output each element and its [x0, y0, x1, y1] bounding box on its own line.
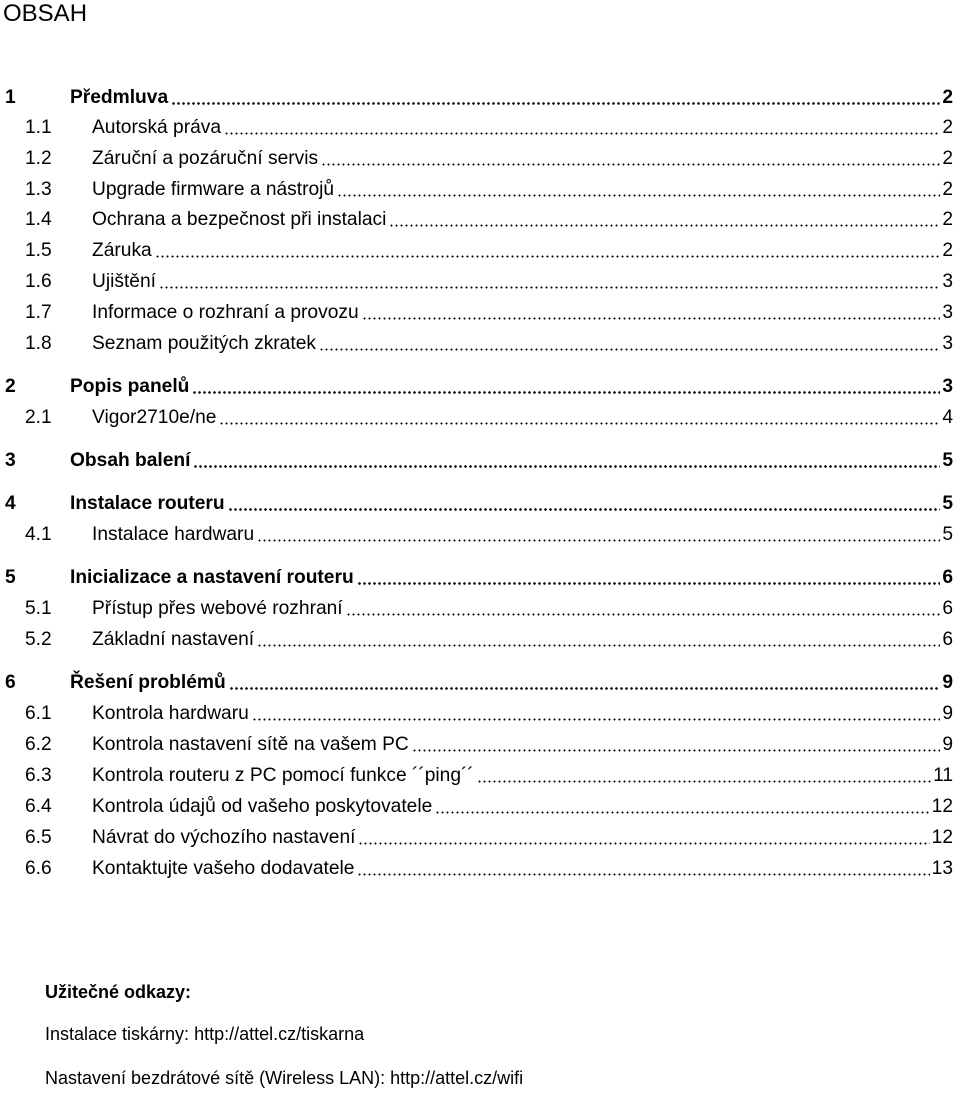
toc-entry-page: 6 — [942, 567, 953, 588]
toc-dot-leader — [319, 348, 940, 351]
toc-entry-number: 6.1 — [25, 703, 52, 724]
toc-dot-leader — [357, 582, 941, 585]
toc-entry-page: 12 — [931, 827, 953, 848]
toc-dot-leader — [257, 539, 940, 542]
toc-entry-page: 11 — [933, 765, 953, 786]
toc-entry[interactable] — [0, 144, 953, 170]
toc-entry-title: Návrat do výchozího nastavení — [92, 827, 356, 848]
toc-entry[interactable] — [0, 520, 953, 546]
toc-entry-number: 3 — [5, 450, 16, 471]
toc-entry-page: 9 — [942, 703, 953, 724]
toc-entry-page: 3 — [942, 302, 953, 323]
toc-entry[interactable] — [0, 267, 953, 293]
toc-entry-page: 3 — [942, 271, 953, 292]
toc-entry-page: 2 — [942, 148, 953, 169]
toc-entry-title: Záruční a pozáruční servis — [92, 148, 319, 169]
toc-entry[interactable] — [0, 236, 953, 262]
toc-entry-title: Kontrola routeru z PC pomocí funkce ´´ping´´ — [92, 765, 474, 786]
toc-entry-page: 5 — [942, 524, 953, 545]
toc-entry-title: Informace o rozhraní a provozu — [92, 302, 359, 323]
toc-entry-number: 1.4 — [25, 209, 52, 230]
toc-entry-title: Obsah balení — [70, 450, 191, 471]
toc-entry[interactable] — [0, 489, 953, 515]
toc-entry-number: 1.5 — [25, 240, 52, 261]
toc-dot-leader — [192, 391, 940, 394]
toc-entry[interactable] — [0, 625, 953, 651]
toc-entry-title: Instalace routeru — [70, 493, 225, 514]
toc-dot-leader — [337, 194, 940, 197]
toc-entry-page: 9 — [942, 672, 953, 693]
toc-entry-number: 5.2 — [25, 629, 52, 650]
toc-dot-leader — [193, 465, 940, 468]
link-printer-install[interactable]: Instalace tiskárny: http://attel.cz/tiskarna — [45, 1024, 365, 1044]
toc-entry-page: 4 — [942, 407, 953, 428]
toc-entry-page: 5 — [942, 450, 953, 471]
toc-dot-leader — [362, 317, 941, 320]
toc-entry[interactable] — [0, 175, 953, 201]
toc-dot-leader — [155, 255, 941, 258]
toc-entry-number: 1.1 — [25, 117, 52, 138]
toc-entry-number: 1.8 — [25, 333, 52, 354]
toc-entry-title: Autorská práva — [92, 117, 222, 138]
toc-dot-leader — [159, 286, 940, 289]
page-title: OBSAH — [3, 0, 88, 27]
toc-entry-title: Záruka — [92, 240, 152, 261]
toc-entry[interactable] — [0, 854, 953, 880]
toc-entry[interactable] — [0, 563, 953, 589]
toc-entry-number: 6.3 — [25, 765, 52, 786]
toc-entry[interactable] — [0, 594, 953, 620]
toc-entry[interactable] — [0, 446, 953, 472]
toc-entry-title: Instalace hardwaru — [92, 524, 255, 545]
toc-entry-number: 4 — [5, 493, 16, 514]
toc-entry-page: 6 — [942, 629, 953, 650]
toc-entry-number: 5.1 — [25, 598, 52, 619]
toc-dot-leader — [435, 811, 929, 814]
toc-entry[interactable] — [0, 113, 953, 139]
useful-links-heading: Užitečné odkazy: — [45, 982, 192, 1002]
toc-entry-number: 6.5 — [25, 827, 52, 848]
toc-dot-leader — [224, 132, 940, 135]
toc-entry-number: 6.2 — [25, 734, 52, 755]
toc-entry-page: 2 — [942, 240, 953, 261]
toc-entry-number: 1.6 — [25, 271, 52, 292]
toc-entry-number: 6.6 — [25, 858, 52, 879]
toc-entry-title: Kontaktujte vašeho dodavatele — [92, 858, 355, 879]
toc-entry[interactable] — [0, 83, 953, 109]
toc-entry[interactable] — [0, 205, 953, 231]
toc-entry-page: 3 — [942, 333, 953, 354]
toc-entry-number: 1.7 — [25, 302, 52, 323]
toc-entry-title: Předmluva — [70, 87, 169, 108]
toc-entry-number: 2.1 — [25, 407, 52, 428]
toc-entry-title: Inicializace a nastavení routeru — [70, 567, 354, 588]
toc-dot-leader — [252, 718, 941, 721]
toc-entry-page: 2 — [942, 209, 953, 230]
toc-entry-number: 1.2 — [25, 148, 52, 169]
toc-entry-page: 2 — [942, 87, 953, 108]
toc-dot-leader — [358, 842, 929, 845]
toc-entry-title: Kontrola nastavení sítě na vašem PC — [92, 734, 409, 755]
toc-dot-leader — [171, 102, 940, 105]
toc-dot-leader — [412, 749, 941, 752]
toc-dot-leader — [228, 508, 941, 511]
toc-entry-title: Ochrana a bezpečnost při instalaci — [92, 209, 387, 230]
toc-entry[interactable] — [0, 792, 953, 818]
toc-dot-leader — [229, 687, 941, 690]
toc-entry[interactable] — [0, 699, 953, 725]
toc-entry-number: 5 — [5, 567, 16, 588]
toc-dot-leader — [346, 613, 941, 616]
toc-entry-page: 6 — [942, 598, 953, 619]
toc-entry-number: 1 — [5, 87, 16, 108]
toc-entry-number: 4.1 — [25, 524, 52, 545]
toc-dot-leader — [321, 163, 940, 166]
toc-entry[interactable] — [0, 761, 953, 787]
toc-entry-title: Základní nastavení — [92, 629, 255, 650]
toc-dot-leader — [257, 644, 940, 647]
toc-entry[interactable] — [0, 823, 953, 849]
toc-entry-page: 2 — [942, 117, 953, 138]
toc-entry-title: Upgrade firmware a nástrojů — [92, 179, 335, 200]
link-wifi-setup[interactable]: Nastavení bezdrátové sítě (Wireless LAN): http://attel.cz/wifi — [45, 1068, 524, 1088]
toc-entry[interactable] — [0, 329, 953, 355]
toc-entry[interactable] — [0, 668, 953, 694]
toc-entry-title: Ujištění — [92, 271, 156, 292]
toc-entry-title: Přístup přes webové rozhraní — [92, 598, 343, 619]
toc-entry-number: 6 — [5, 672, 16, 693]
toc-entry-title: Seznam použitých zkratek — [92, 333, 316, 354]
toc-entry-page: 3 — [942, 376, 953, 397]
toc-entry-page: 5 — [942, 493, 953, 514]
toc-entry[interactable] — [0, 730, 953, 756]
toc-entry-title: Řešení problémů — [70, 672, 226, 693]
toc-entry-title: Vigor2710e/ne — [92, 407, 217, 428]
toc-entry[interactable] — [0, 372, 953, 398]
toc-entry-page: 13 — [931, 858, 953, 879]
toc-entry-page: 9 — [942, 734, 953, 755]
toc-dot-leader — [219, 422, 940, 425]
toc-entry[interactable] — [0, 403, 953, 429]
toc-dot-leader — [357, 873, 929, 876]
toc-entry-title: Popis panelů — [70, 376, 190, 397]
toc-entry-page: 12 — [931, 796, 953, 817]
toc-entry-page: 2 — [942, 179, 953, 200]
toc-entry-number: 2 — [5, 376, 16, 397]
toc-entry[interactable] — [0, 298, 953, 324]
toc-dot-leader — [389, 224, 940, 227]
toc-entry-number: 6.4 — [25, 796, 52, 817]
toc-entry-number: 1.3 — [25, 179, 52, 200]
toc-entry-title: Kontrola údajů od vašeho poskytovatele — [92, 796, 433, 817]
toc-dot-leader — [477, 780, 931, 783]
toc-entry-title: Kontrola hardwaru — [92, 703, 249, 724]
